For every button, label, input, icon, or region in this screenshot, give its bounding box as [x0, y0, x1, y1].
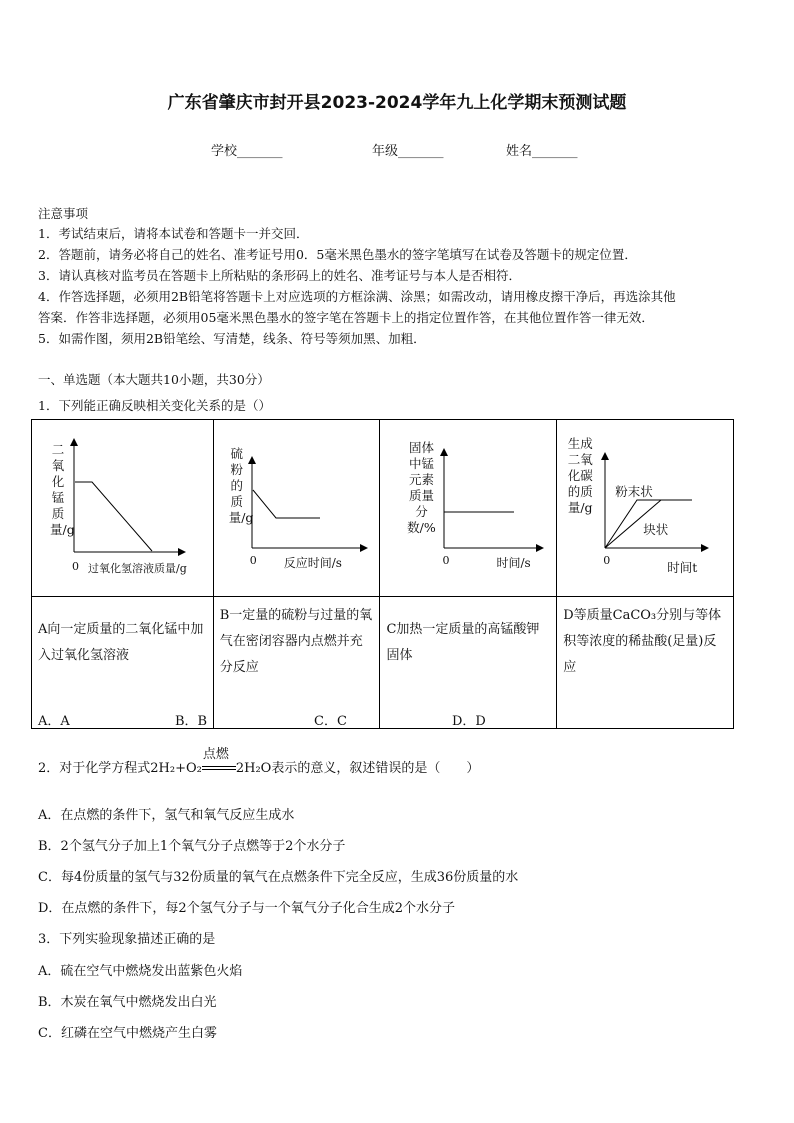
graph-b-origin: 0 [249, 554, 257, 567]
graph-c [380, 420, 557, 597]
q3-stem: 3．下列实验现象描述正确的是 [38, 932, 216, 947]
note-item: 2．答题前，请务必将自己的姓名、准考证号用0．5毫米黑色墨水的签字笔填写在试卷及答题卡的规定位置． [38, 247, 637, 262]
graph-b-xlabel: 反应时间/s [283, 556, 342, 570]
q3-option-a: A．硫在空气中燃烧发出蓝紫色火焰 [38, 964, 243, 979]
q3-option-c: C．红磷在空气中燃烧产生白雾 [38, 1026, 217, 1041]
q2-option-d: D．在点燃的条件下，每2个氢气分子与一个氧气分子化合生成2个水分子 [38, 901, 455, 916]
graph-d-powder-label: 粉末状 [615, 484, 653, 499]
desc-d: D等质量CaCO₃分别与等体积等浓度的稀盐酸(足量)反应 [557, 597, 734, 729]
notes-heading: 注意事项 [38, 206, 89, 221]
q1-graph-table [31, 419, 734, 729]
note-item: 4．作答选择题，必须用2B铅笔将答题卡上对应选项的方框涂满、涂黑；如需改动，请用橡皮擦干净后，再选涂其他 [38, 289, 676, 304]
graph-a-origin: 0 [72, 560, 79, 573]
graph-c-xlabel: 时间/s [496, 556, 531, 570]
q2-stem [38, 746, 480, 776]
desc-c: C加热一定质量的高锰酸钾固体 [380, 597, 557, 729]
graph-a-xlabel: 过氧化氢溶液质量/g [88, 562, 187, 575]
q1-option-a: A．A [38, 714, 70, 729]
graph-c-origin: 0 [442, 554, 450, 567]
reaction-arrow [202, 746, 236, 776]
graph-d-ylabel: 生成二氧化碳的质量/g [567, 436, 593, 515]
q2-stem-suffix: 2H₂O表示的意义，叙述错误的是（ ） [235, 761, 480, 776]
graph-b-ylabel: 硫粉的质量/g [228, 446, 254, 525]
reaction-condition: 点燃 [202, 746, 229, 762]
page-title: 广东省肇庆市封开县2023-2024学年九上化学期末预测试题 [167, 93, 627, 113]
note-item: 1．考试结束后，请将本试卷和答题卡一并交回． [38, 226, 309, 241]
note-item: 5．如需作图，须用2B铅笔绘、写清楚，线条、符号等须加黑、加粗． [38, 331, 426, 346]
q1-option-d: D．D [452, 714, 486, 729]
q1-option-b: B．B [175, 714, 208, 729]
q1-stem: 1．下列能正确反映相关变化关系的是（） [38, 398, 271, 413]
q3-option-b: B．木炭在氧气中燃烧发出白光 [38, 995, 217, 1010]
q2-option-c: C．每4份质量的氢气与32份质量的氧气在点燃条件下完全反应，生成36份质量的水 [38, 870, 519, 885]
graph-d [557, 420, 734, 597]
graph-d-block-label: 块状 [643, 522, 669, 537]
name-field: 姓名_______ [506, 144, 578, 159]
desc-a: A向一定质量的二氧化锰中加入过氧化氢溶液 [32, 597, 214, 729]
q2-option-a: A．在点燃的条件下，氢气和氧气反应生成水 [38, 808, 295, 823]
graph-a [32, 420, 214, 597]
graph-d-xlabel: 时间t [667, 560, 698, 575]
graph-b [213, 420, 380, 597]
section-heading: 一、单选题（本大题共10小题，共30分） [38, 372, 270, 387]
grade-field: 年级_______ [372, 144, 444, 159]
graph-c-ylabel: 固体中锰元素质量分数/% [407, 440, 436, 535]
q2-option-b: B．2个氢气分子加上1个氧气分子点燃等于2个水分子 [38, 839, 346, 854]
graph-d-origin: 0 [603, 554, 611, 567]
school-field: 学校_______ [211, 144, 283, 159]
q2-stem-prefix: 2．对于化学方程式2H₂+O₂ [38, 761, 202, 776]
note-item: 答案．作答非选择题，必须用05毫米黑色墨水的签字笔在答题卡上的指定位置作答，在其他位置作答一律无效． [38, 310, 654, 325]
q1-option-c: C．C [314, 714, 347, 729]
desc-b: B一定量的硫粉与过量的氧气在密闭容器内点燃并充分反应 [213, 597, 380, 729]
note-item: 3．请认真核对监考员在答题卡上所粘贴的条形码上的姓名、准考证号与本人是否相符． [38, 268, 521, 283]
graph-a-ylabel: 二氧化锰质量/g [50, 442, 75, 537]
